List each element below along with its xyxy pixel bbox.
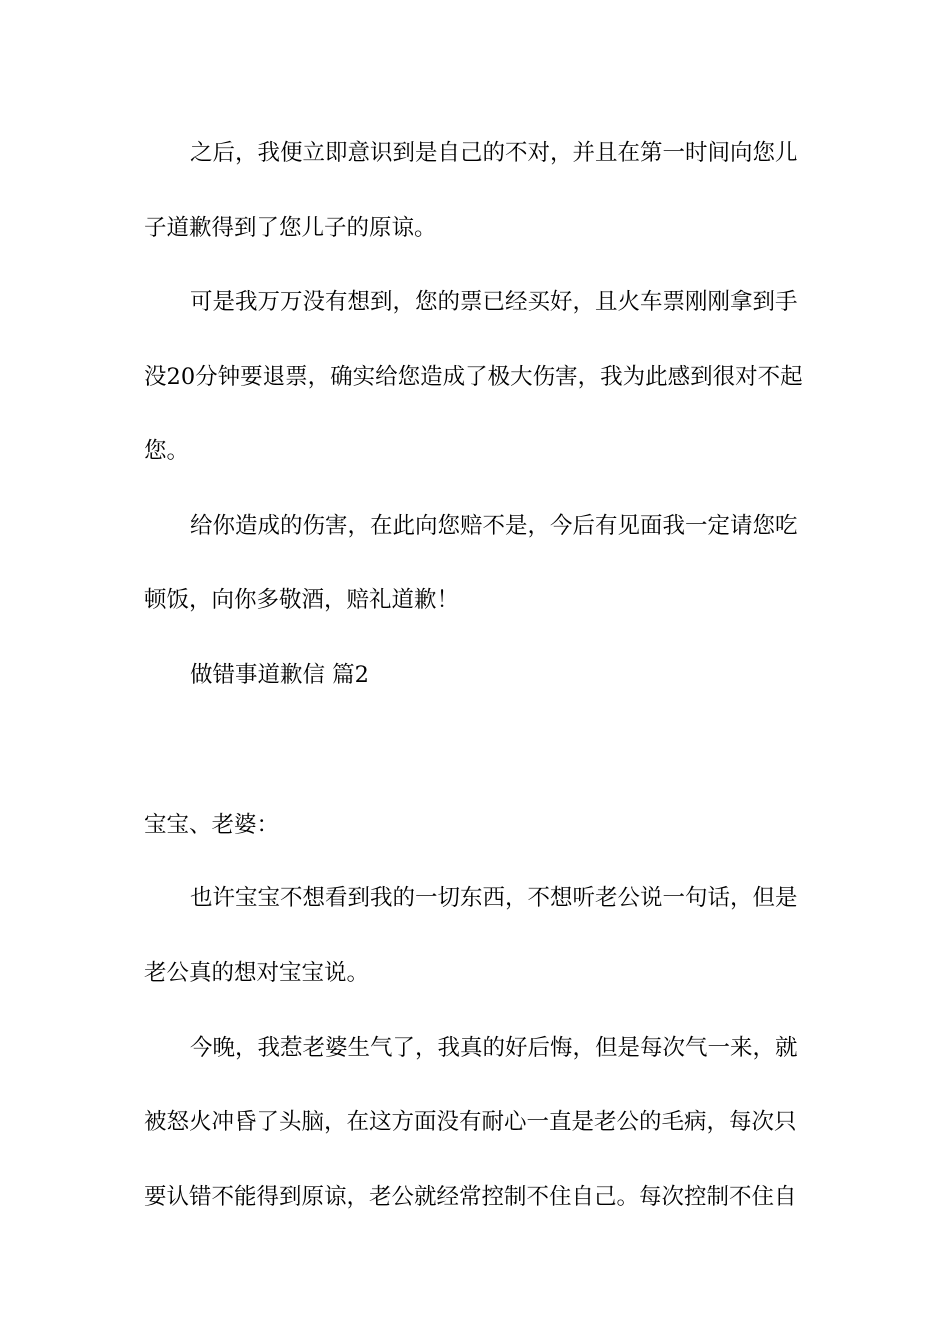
paragraph-5-line-2: 被怒火冲昏了头脑，在这方面没有耐心一直是老公的毛病，每次只 xyxy=(144,1109,797,1135)
paragraph-2-line-3: 您。 xyxy=(144,438,190,464)
paragraph-2-line-2: 没20分钟要退票，确实给您造成了极大伤害，我为此感到很对不起 xyxy=(144,364,803,390)
paragraph-5-line-3: 要认错不能得到原谅，老公就经常控制不住自己。每次控制不住自 xyxy=(144,1184,797,1210)
salutation: 宝宝、老婆： xyxy=(144,812,280,838)
paragraph-1-line-2: 子道歉得到了您儿子的原谅。 xyxy=(144,215,437,241)
paragraph-4-line-1: 也许宝宝不想看到我的一切东西，不想听老公说一句话，但是 xyxy=(190,885,798,911)
paragraph-1-line-1: 之后，我便立即意识到是自己的不对，并且在第一时间向您儿 xyxy=(190,140,798,166)
paragraph-4-line-2: 老公真的想对宝宝说。 xyxy=(144,960,370,986)
section-heading: 做错事道歉信 篇2 xyxy=(190,662,369,688)
paragraph-5-line-1: 今晚，我惹老婆生气了，我真的好后悔，但是每次气一来，就 xyxy=(190,1035,798,1061)
paragraph-2-line-1: 可是我万万没有想到，您的票已经买好，且火车票刚刚拿到手 xyxy=(190,289,798,315)
paragraph-3-line-1: 给你造成的伤害，在此向您赔不是，今后有见面我一定请您吃 xyxy=(190,513,798,539)
paragraph-3-line-2: 顿饭，向你多敬酒，赔礼道歉！ xyxy=(144,587,460,613)
